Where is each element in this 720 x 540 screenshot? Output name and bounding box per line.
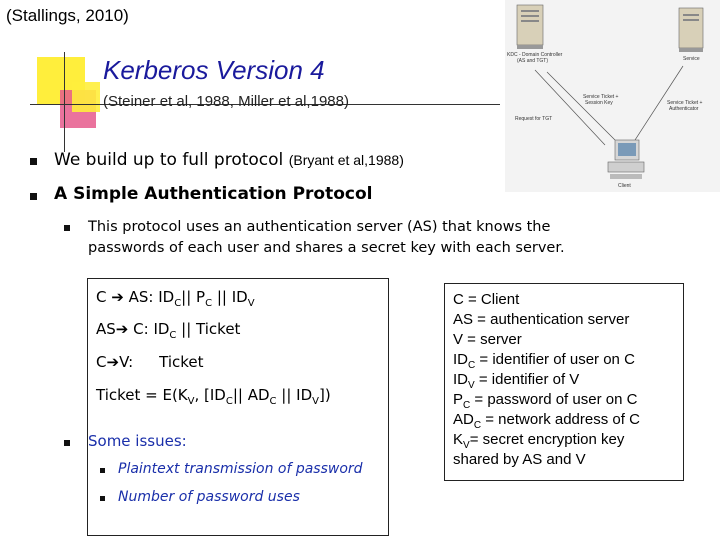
arrow-icon: ➔	[106, 353, 120, 371]
issue-bullet-marker	[100, 468, 105, 473]
bullet-simple-auth: A Simple Authentication Protocol	[54, 184, 373, 204]
issues-label: Some issues:	[88, 432, 187, 450]
arrow3-label-2: Authenticator	[669, 106, 699, 112]
bullet-text: We build up to full protocol	[54, 150, 284, 170]
protocol-step-3: C➔V: Ticket	[96, 353, 204, 371]
legend-client: C = Client	[453, 291, 520, 308]
sub-bullet-line-2: passwords of each user and shares a secret key with each server.	[88, 240, 565, 256]
arrow-icon: ➔	[115, 320, 129, 338]
bullet-marker	[30, 193, 37, 200]
slide-title: Kerberos Version 4	[103, 55, 325, 85]
legend-idv: $ID_V$ = identifier of V	[453, 371, 580, 391]
legend-v: V = server	[453, 331, 522, 348]
service-label: Service	[683, 56, 700, 62]
issue-item: Plaintext transmission of password	[118, 461, 363, 477]
bullet-full-protocol	[54, 150, 404, 170]
bullet-marker	[30, 158, 37, 165]
bullet-aside: (Bryant et al,1988)	[288, 152, 404, 168]
client-label: Client	[618, 183, 631, 189]
kdc-label-1: KDC - Domain Controller	[507, 52, 563, 58]
decor-vertical-line	[64, 52, 65, 152]
protocol-ticket: Ticket = $E(K_V$, [$ID_C||$ $AD_C$ || $ID_V$])	[96, 386, 331, 407]
legend-adc: $AD_C$ = network address of C	[453, 411, 640, 431]
legend-as: AS = authentication server	[453, 311, 630, 328]
protocol-step-2: AS➔ C: $ID_C$ || Ticket	[96, 320, 241, 341]
legend-pc: $P_C$ = password of user on C	[453, 391, 638, 411]
decor-square-yellow-small	[72, 82, 100, 112]
citation: (Stallings, 2010)	[6, 6, 129, 25]
slide-subtitle: (Steiner et al, 1988, Miller et al,1988)	[103, 93, 349, 110]
issue-bullet-marker	[100, 496, 105, 501]
issue-item: Number of password uses	[118, 489, 300, 505]
sub-bullet-marker	[64, 225, 70, 231]
arrow1-label-2: Session Key	[585, 100, 613, 106]
arrow-client-to-kdc	[535, 70, 605, 145]
client-computer-icon	[608, 140, 644, 179]
kerberos-diagram	[505, 0, 720, 192]
kerberos-diagram-svg	[505, 0, 720, 192]
kdc-label-2: (AS and TGT)	[517, 58, 549, 64]
legend-kv: $K_V=$ secret encryption key	[453, 431, 625, 451]
arrow-icon: ➔	[111, 288, 124, 306]
legend-kv-cont: shared by AS and V	[453, 451, 586, 468]
arrow3-label-1: Service Ticket +	[667, 100, 703, 106]
sub-bullet-line-1: This protocol uses an authentication server (AS) that knows the	[88, 219, 551, 235]
kdc-server-icon	[517, 5, 543, 49]
protocol-step-1: C ➔ AS: $ID_C||$ $P_C$ || $ID_V$	[96, 288, 255, 309]
service-server-icon	[679, 8, 703, 52]
issues-bullet-marker	[64, 440, 70, 446]
arrow1-label-1: Service Ticket +	[583, 94, 619, 100]
legend-idc: $ID_C$ = identifier of user on C	[453, 351, 635, 371]
arrow2-label: Request for TGT	[515, 116, 553, 122]
arrow-kdc-to-client	[547, 72, 615, 140]
